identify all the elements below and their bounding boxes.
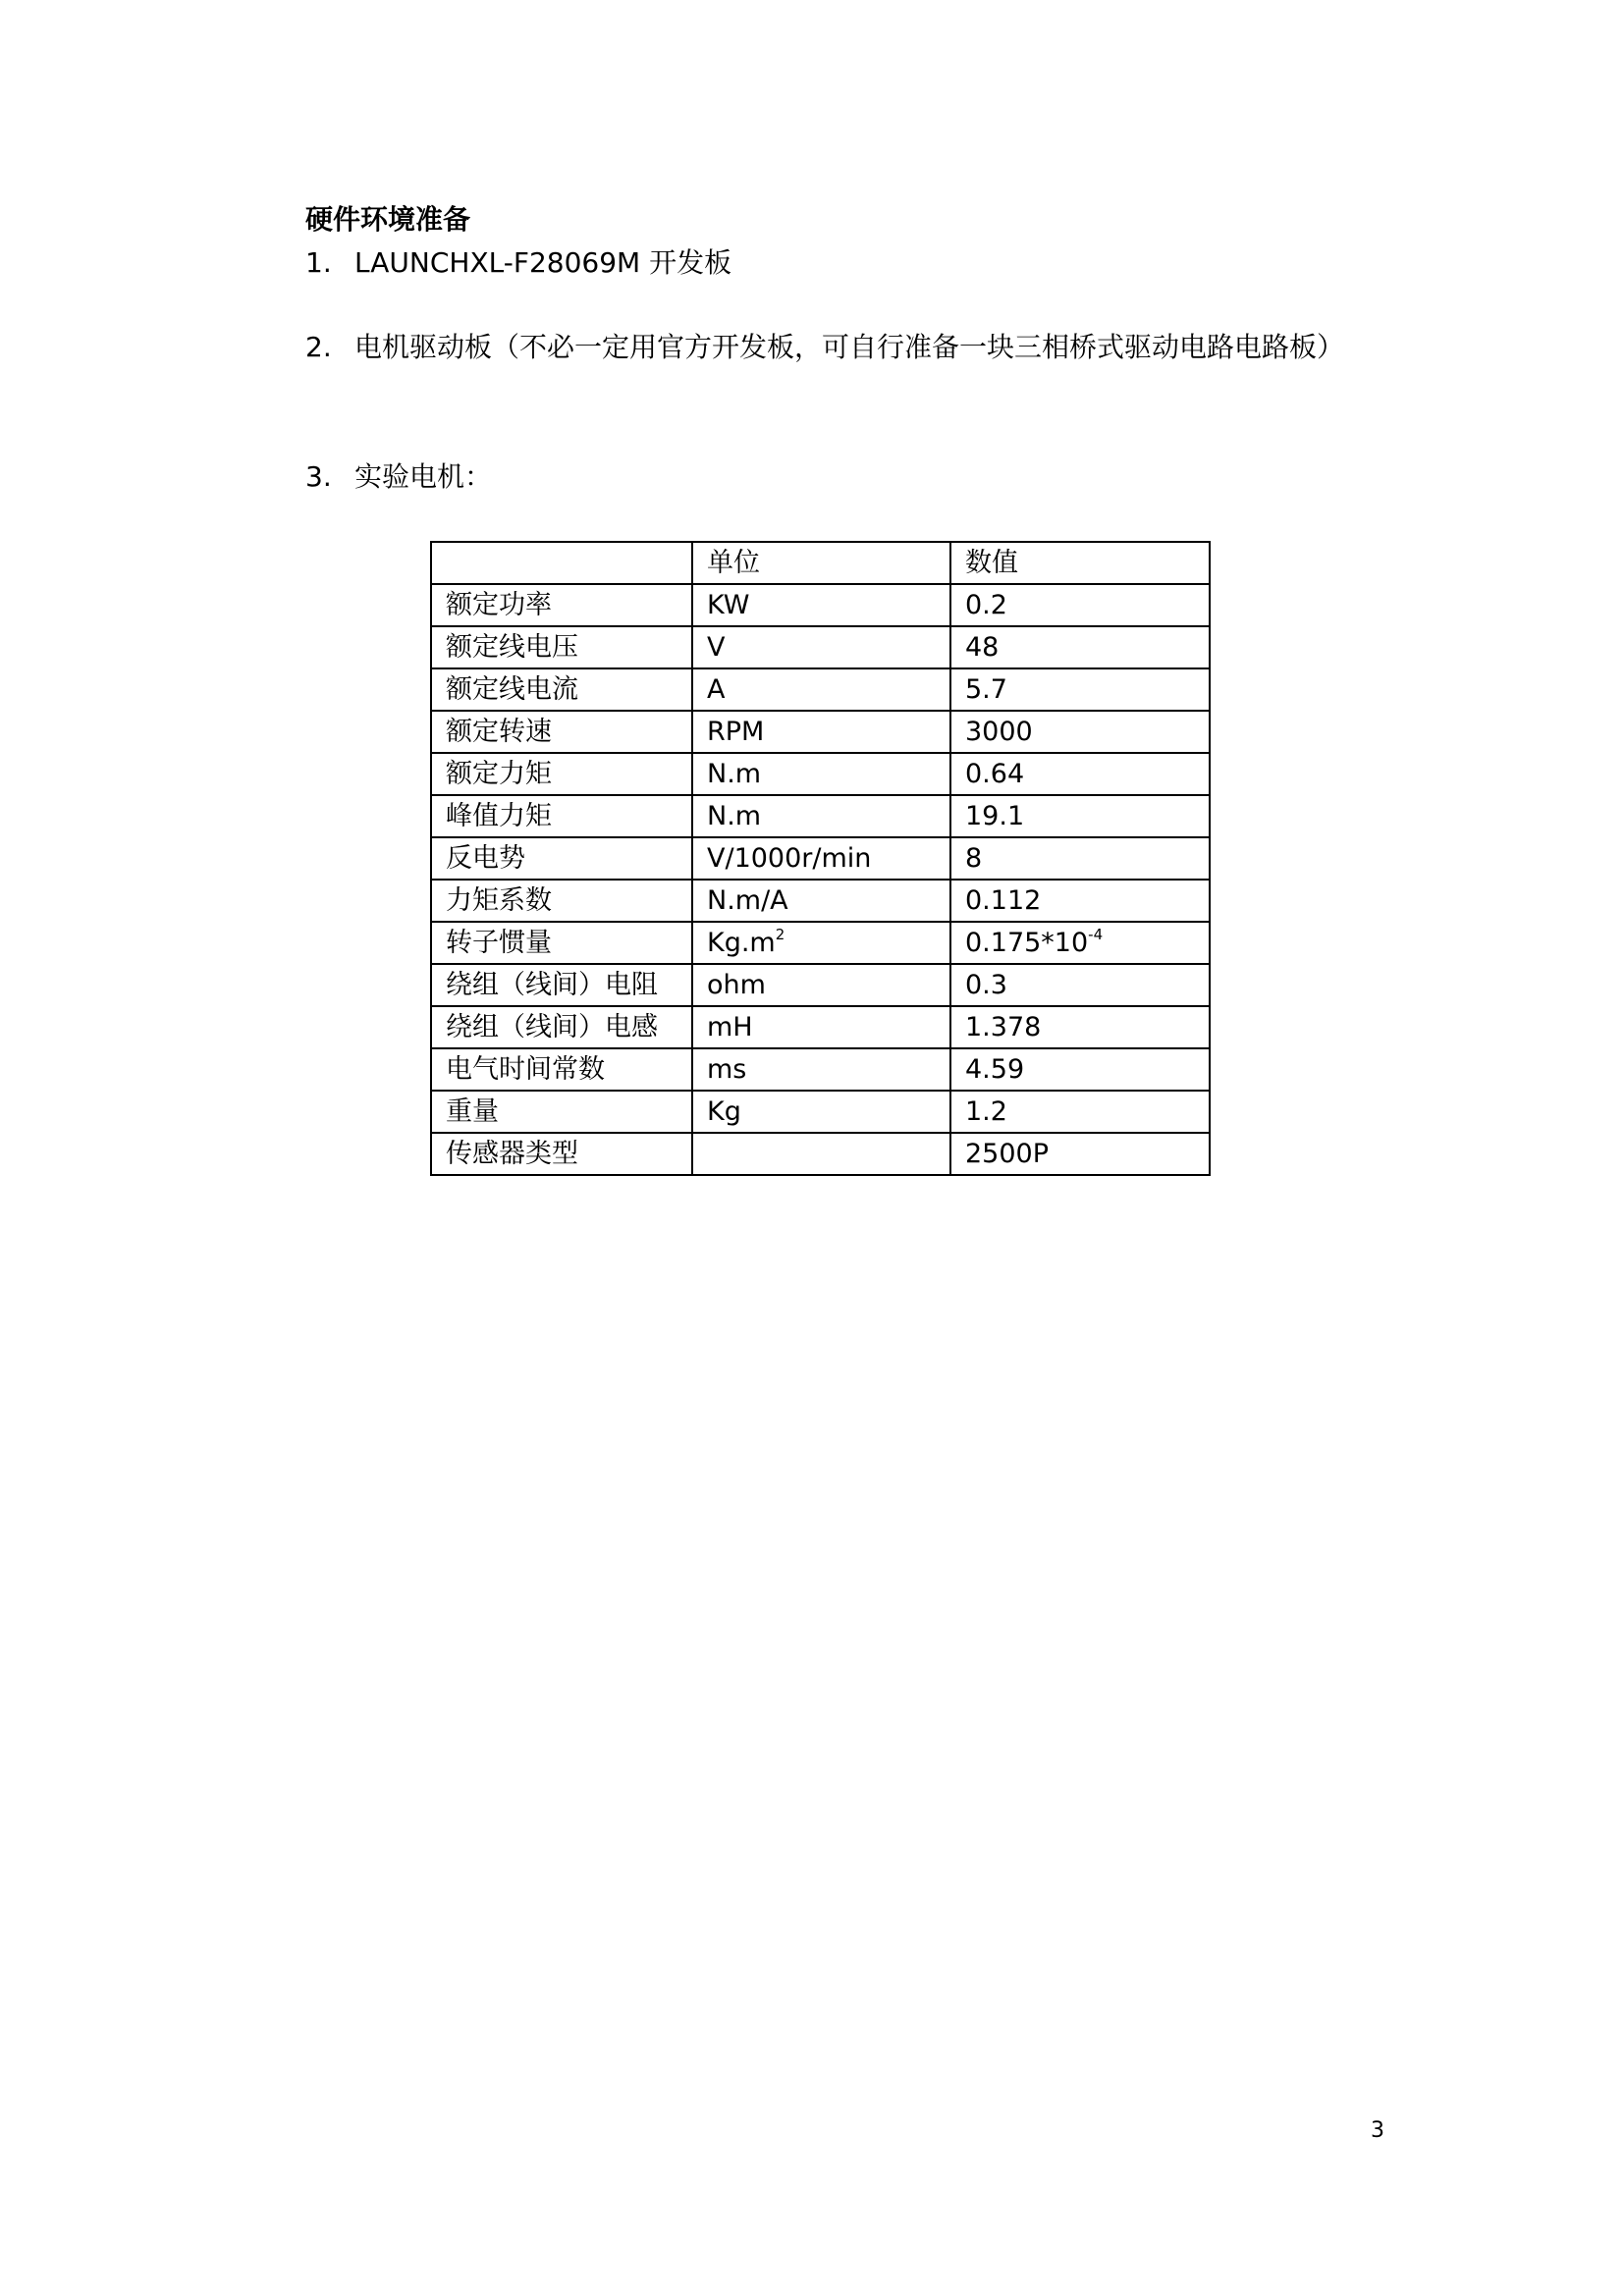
page-number: 3 — [1371, 2118, 1384, 2143]
param-unit-cell — [692, 922, 950, 964]
param-name-cell: 传感器类型 — [431, 1133, 692, 1175]
header-cell-unit: 单位 — [692, 542, 950, 584]
param-value-cell: 5.7 — [950, 668, 1210, 711]
section-heading: 硬件环境准备 — [305, 203, 471, 236]
param-name-cell: 绕组（线间）电阻 — [431, 964, 692, 1006]
list-item-text: 实验电机： — [354, 460, 493, 493]
param-unit-cell: A — [692, 668, 950, 711]
header-cell-value: 数值 — [950, 542, 1210, 584]
param-name-cell: 峰值力矩 — [431, 795, 692, 837]
param-name-cell: 力矩系数 — [431, 880, 692, 922]
param-unit-cell: N.m — [692, 753, 950, 795]
param-name-cell: 反电势 — [431, 837, 692, 880]
param-unit-cell: V/1000r/min — [692, 837, 950, 880]
param-unit-cell: ms — [692, 1048, 950, 1091]
header-cell-parameter — [431, 542, 692, 584]
param-name-cell: 转子惯量 — [431, 922, 692, 964]
param-unit-cell: ohm — [692, 964, 950, 1006]
table-row — [431, 753, 1210, 795]
unit-superscript: 2 — [775, 925, 785, 943]
param-value-cell: 4.59 — [950, 1048, 1210, 1091]
param-unit-cell: RPM — [692, 711, 950, 753]
table-row — [431, 668, 1210, 711]
param-value-cell: 19.1 — [950, 795, 1210, 837]
param-unit-cell: KW — [692, 584, 950, 626]
param-name-cell: 绕组（线间）电感 — [431, 1006, 692, 1048]
list-item-text: 电机驱动板（不必一定用官方开发板，可自行准备一块三相桥式驱动电路电路板） — [354, 331, 1345, 363]
param-name-cell: 额定线电流 — [431, 668, 692, 711]
param-unit-cell — [692, 1133, 950, 1175]
motor-spec-table — [430, 541, 1211, 1176]
param-unit-cell: N.m/A — [692, 880, 950, 922]
param-unit-cell: N.m — [692, 795, 950, 837]
table-row — [431, 922, 1210, 964]
param-value-cell: 3000 — [950, 711, 1210, 753]
param-name-cell: 额定转速 — [431, 711, 692, 753]
table-row — [431, 1048, 1210, 1091]
param-unit-text: Kg.m — [707, 927, 776, 958]
param-value-cell — [950, 922, 1210, 964]
table-header-row — [431, 542, 1210, 584]
table-row — [431, 1006, 1210, 1048]
list-item — [305, 326, 1395, 369]
param-value-cell: 0.3 — [950, 964, 1210, 1006]
table-row — [431, 1091, 1210, 1133]
param-name-cell: 重量 — [431, 1091, 692, 1133]
param-unit-cell: V — [692, 626, 950, 668]
param-value-cell: 48 — [950, 626, 1210, 668]
param-value-cell: 8 — [950, 837, 1210, 880]
table-row — [431, 584, 1210, 626]
param-name-cell: 额定力矩 — [431, 753, 692, 795]
list-item — [305, 455, 1395, 499]
param-unit-cell: Kg — [692, 1091, 950, 1133]
table-row — [431, 964, 1210, 1006]
list-item — [305, 241, 1395, 285]
param-value-cell: 0.64 — [950, 753, 1210, 795]
param-value-cell: 0.2 — [950, 584, 1210, 626]
param-value-cell: 0.112 — [950, 880, 1210, 922]
list-item-number: 3. — [305, 460, 332, 493]
param-value-text: 0.175*10 — [965, 927, 1089, 958]
param-value-cell: 1.2 — [950, 1091, 1210, 1133]
table-row — [431, 880, 1210, 922]
list-item-text: LAUNCHXL-F28069M 开发板 — [354, 246, 732, 279]
table-row — [431, 626, 1210, 668]
table-row — [431, 837, 1210, 880]
param-value-cell: 1.378 — [950, 1006, 1210, 1048]
param-name-cell: 额定功率 — [431, 584, 692, 626]
table-row — [431, 795, 1210, 837]
param-value-cell: 2500P — [950, 1133, 1210, 1175]
list-item-number: 2. — [305, 331, 332, 363]
table-row — [431, 711, 1210, 753]
param-name-cell: 电气时间常数 — [431, 1048, 692, 1091]
param-name-cell: 额定线电压 — [431, 626, 692, 668]
value-superscript: -4 — [1088, 925, 1104, 943]
param-unit-cell: mH — [692, 1006, 950, 1048]
table-row — [431, 1133, 1210, 1175]
list-item-number: 1. — [305, 246, 332, 279]
